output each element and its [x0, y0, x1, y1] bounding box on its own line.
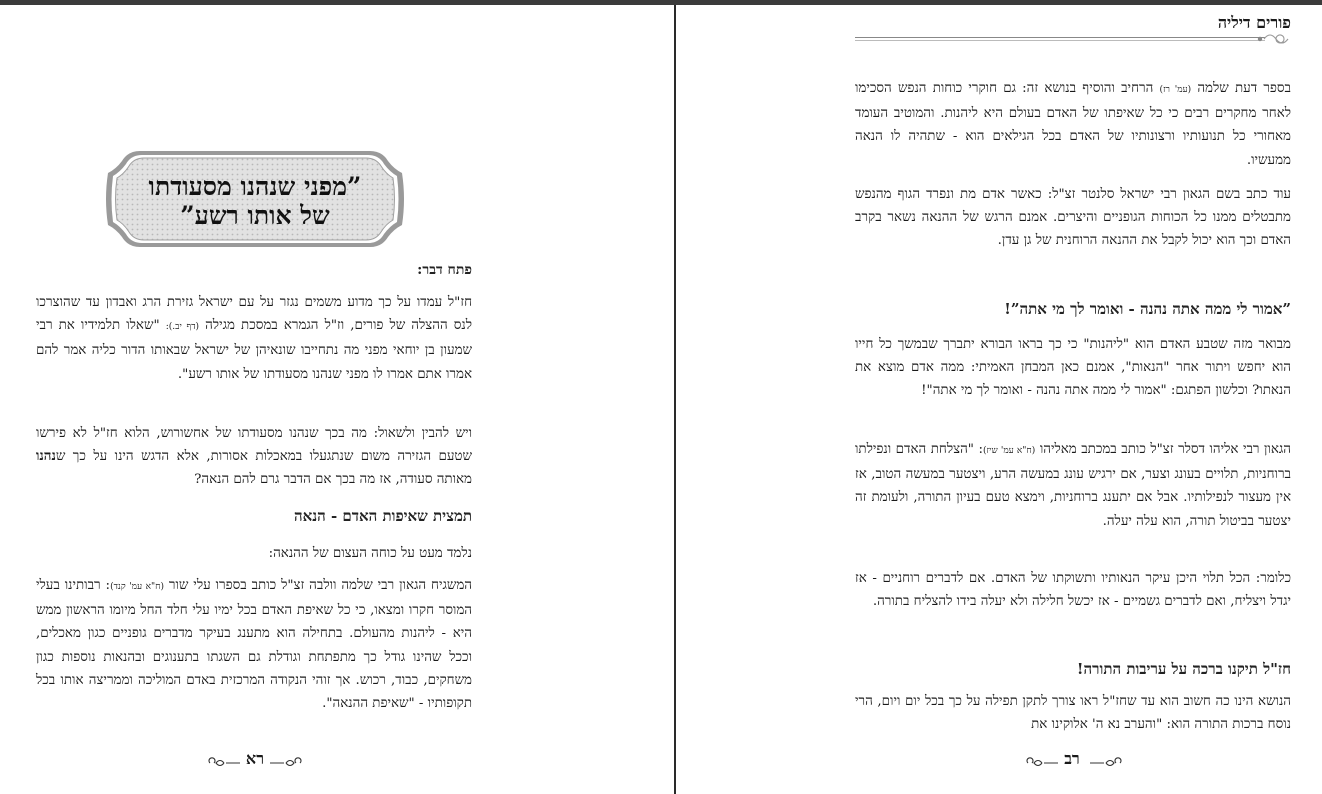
intro-heading: פתח דבר: [417, 262, 472, 278]
daat-shlomo-text-cont: הרחיב והוסיף בנושא זה: גם חוקרי כוחות הנפש הסכימו לאחר מחקרים רבים כי כל שאיפתו של האדם בעולם היא ליהנות. והמוטיב העומד מאחורי כל תנועותיו ורצונותיו של האדם בכל הגילאים הוא - שתהיה לו הנאה ממעשיו. [855, 81, 1291, 168]
question-text: ויש להבין ולשאול: מה בכך שנהנו מסעודתו של אחשורוש, הלוא חז"ל לא פירשו שטעם הגזירה משום שנתגעלו במאכלות אסורות, אלא הדגש הינו על כך ש [36, 426, 472, 465]
right-page-number: רב [1064, 749, 1080, 768]
section-heading-blessing: חז"ל תיקנו ברכה על עריבות התורה! [1076, 660, 1291, 678]
right-page [676, 5, 1322, 794]
page-number-ornament-left [208, 757, 242, 769]
title-line-1: ”מפני שנהנו מסעודתו [148, 172, 362, 201]
wolbe-text-cont: : רבותינו בעלי המוסר חקרו ומצאו, כי כל שאיפת האדם בכל ימיו עלי חלד החל מיומו הראשון ממש היא - ליהנות מהעולם. בתחילה הוא מתענג בעיקר מדברים גופניים כגון מאכלים, וככל שהינו גודל כך מתפתחת וגודלת גם השגתו בתענוגים ובהנאות נוספות כגון משחקים, כבוד, רכוש. אך זוהי הנקודה המרכזית באדם המוליכה וממריצה אותו בכל תקופותיו - "שאיפת ההנאה". [36, 578, 472, 712]
salanter-paragraph: עוד כתב בשם הגאון רבי ישראל סלנטר זצ"ל: כאשר אדם מת ונפרד הגוף מהנפש מתבטלים ממנו כל הכוחות הגופניים והיצרים. אמנם הרגש של ההנאה נשאר בקרב האדם וכך הוא יכול לקבל את ההנאה הרוחנית של גן עדן. [855, 187, 1291, 249]
dessler-text: הגאון רבי אליהו דסלר זצ"ל כותב במכתב מאליהו [1039, 442, 1291, 457]
wolbe-text: המשגיח הגאון רבי שלמה וולבה זצ"ל כותב בספרו עלי שור [168, 578, 473, 593]
daat-shlomo-reference: (עמ' רז) [1159, 85, 1192, 95]
left-page [0, 5, 674, 794]
page-number-ornament-left [1026, 757, 1060, 769]
intro-text: חז"ל עמדו על כך מדוע משמים נגזר על עם ישראל גזירת הרג ואבדון עד שהוצרכו לנס ההצלה של פורים, וז"ל הגמרא במסכת מגילה [36, 295, 473, 334]
nature-paragraph: מבואר מזה שטבע האדם הוא "ליהנות" כי כך בראו הבורא יתברך שבמשך כל חייו הוא יחפש ויתור אחר "הנאות", אמנם כאן המבחן האמיתי: ממה אדם מוצא את הנאתו? וכלשון הפתגם: "אמור לי ממה אתה נהנה - ואומר לך מי אתה"! [855, 337, 1291, 399]
talmud-reference: (דף יב.): [165, 322, 200, 333]
wolbe-paragraph [36, 574, 472, 715]
running-title-rule [855, 37, 1265, 38]
daat-shlomo-paragraph [855, 77, 1291, 172]
running-title-ornament [1254, 30, 1292, 48]
left-page-number: רא [245, 749, 265, 768]
alei-shur-reference: (ח"א עמ' קנד) [110, 582, 164, 592]
section-heading-pleasure: תמצית שאיפות האדם - הנאה [293, 507, 472, 525]
pleasure-intro: נלמד מעט על כוחה העצום של ההנאה: [268, 546, 472, 561]
dessler-paragraph [855, 438, 1291, 533]
emphasized-word: נהנו [36, 448, 56, 465]
section-heading-tell-me: ”אמור לי ממה אתה נהנה - ואומר לך מי אתה”! [1004, 300, 1291, 318]
running-title-rule-2 [855, 40, 1265, 41]
title-line-2: של אותו רשע” [180, 201, 330, 230]
running-title: פורים דיליה [1217, 13, 1291, 32]
conclusion-paragraph: כלומר: הכל תלוי היכן עיקר הנאותיו ותשוקתו של האדם. אם לדברים רוחניים - אז יגדל ויצליח, ואם לדברים גשמיים - אז יכשל חלילה ולא יעלה בידו להצליח בתורה. [855, 571, 1291, 610]
question-text-end: מאותה סעודה, אז מה בכך אם הדבר גרם להם הנאה? [194, 472, 472, 488]
dessler-text-cont: : "הצלחת האדם ונפילתו ברוחניות, תלויים בעונג וצער, אם ירגיש עונג במעשה הרע, ויצטער במעשה הטוב, אז אין מעצור לנפילותיו. אבל אם יתענג ברוחניות, וימצא טעם בעיון התורה, ולעומת זה יצטער בביטול תורה, הוא עלה יעלה. [855, 442, 1291, 529]
intro-paragraph [36, 291, 472, 386]
blessing-paragraph: הנושא הינו כה חשוב הוא עד שחז"ל ראו צורך לתקן תפילה על כך בכל יום ויום, הרי נוסח ברכות התורה הוא: "והערב נא ה' אלוקינו את [855, 694, 1291, 733]
michtav-reference: (ח"א עמ' שיז) [983, 446, 1036, 456]
talmud-quote: "שאלו תלמידיו את רבי שמעון בן יוחאי מפני מה נתחייבו שונאיהן של ישראל שבאותו הדור כליה אמר להם אמרו אתם אמרו לו מפני שנהנו מסעודתו של אותו רשע". [36, 318, 472, 382]
question-paragraph [36, 422, 472, 492]
daat-shlomo-text: בספר דעת שלמה [1197, 81, 1291, 96]
